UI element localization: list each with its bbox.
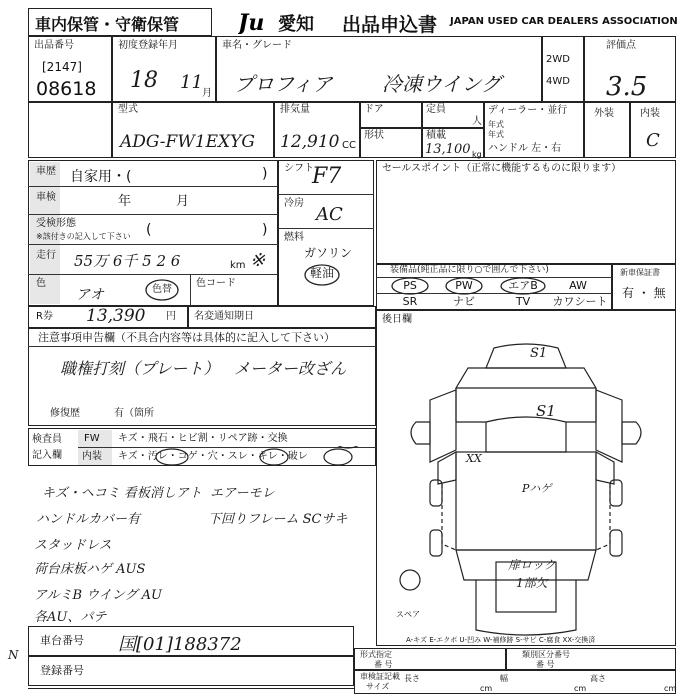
equip-tv: TV — [515, 295, 531, 308]
size-block — [354, 670, 676, 694]
mark-paint-peel: Pハゲ — [522, 482, 552, 495]
form-type-label: 形式指定 — [360, 650, 392, 659]
inspect-year: 年 — [118, 194, 132, 209]
history-label: 車歴 — [36, 166, 56, 177]
fw-label: FW — [84, 433, 100, 444]
interior-items: キズ・汚レ・コゲ・穴・スレ・キレ・破レ — [118, 451, 308, 462]
left-strip — [28, 102, 112, 158]
car-grade: 冷凍ウイング — [382, 72, 501, 96]
report-line-5: スタッドレス — [34, 538, 112, 553]
yen-unit: 円 — [166, 311, 176, 322]
recycle-value: 13,390 — [86, 306, 146, 326]
ju-logo-icon — [238, 10, 278, 34]
equip-seat: カワシート — [552, 295, 608, 308]
interior-label: 内装 — [640, 108, 660, 119]
shape-label: 形状 — [364, 130, 384, 141]
left-margin-mark: N — [8, 648, 19, 662]
mileage-label: 走行 — [36, 250, 56, 261]
model-year-sub: 年式 — [488, 130, 504, 139]
report-line-1: キズ・ヘコミ 看板消しアト — [42, 486, 202, 501]
cc-unit: CC — [342, 140, 356, 151]
mark-s1-top: S1 — [530, 346, 548, 361]
interior-item-circles — [116, 446, 376, 468]
after-label: 後日欄 — [382, 314, 412, 325]
model-value: ADG-FW1EXYG — [120, 132, 255, 152]
size-label: 車検証記載 — [360, 672, 400, 681]
ju-logo — [238, 10, 278, 37]
registration-label: 登録番号 — [40, 664, 84, 677]
divider — [278, 228, 374, 229]
drive-cell — [542, 36, 584, 102]
equip-airbag: エアB — [508, 279, 538, 292]
spare-label: スペア — [396, 610, 420, 619]
size-label-2: サイズ — [366, 682, 390, 691]
report-line-7: アルミB ウイング AU — [34, 588, 162, 603]
kg-unit: kg — [472, 150, 482, 159]
displacement-label: 排気量 — [280, 104, 310, 115]
divider — [28, 346, 376, 347]
person-unit: 人 — [472, 116, 482, 127]
svg-text:Ju: Ju — [238, 10, 265, 34]
fuel-label: 燃料 — [284, 232, 304, 243]
recv-paren-close: ) — [262, 222, 268, 238]
equip-ps: PS — [403, 279, 417, 292]
capacity-label: 定員 — [426, 104, 446, 115]
shift-value: F7 — [312, 164, 342, 189]
name-label: 車名・グレード — [222, 40, 292, 51]
drive-4wd: 4WD — [546, 76, 570, 87]
fuel-value: ガソリン — [304, 246, 353, 260]
sales-block — [376, 160, 676, 264]
color-value: アオ — [76, 287, 104, 303]
divider — [28, 244, 278, 245]
history-paren: ) — [262, 166, 268, 182]
chassis-value: 国[01]188372 — [118, 634, 242, 655]
mark-xx: XX — [466, 452, 482, 465]
reg-year: 18 — [130, 68, 158, 93]
mileage-value: 55万 6千 5 2 6 — [74, 252, 181, 270]
inspector-label-2: 記入欄 — [32, 450, 62, 461]
km-unit: km — [230, 260, 246, 271]
fw-items: キズ・飛石・ヒビ割・リペア跡・交換 — [118, 433, 288, 444]
association-name: JAPAN USED CAR DEALERS ASSOCIATION — [450, 16, 678, 27]
divider — [28, 274, 278, 275]
equip-navi: ナビ — [453, 295, 475, 308]
sales-label: セールスポイント（正常に機能するものに限ります） — [382, 163, 622, 174]
interior-value: C — [646, 130, 660, 151]
report-line-4: 下回りフレーム SCサキ — [208, 512, 348, 527]
storage-label: 車内保管・守衛保管 — [35, 15, 180, 34]
report-line-2: エアーモレ — [210, 486, 275, 501]
lot-number: 08618 — [36, 78, 97, 100]
equip-sr: SR — [402, 295, 418, 308]
repair-value: 有（箇所 — [114, 408, 154, 419]
height-label: 高さ — [590, 674, 606, 683]
interior-insp-label: 内装 — [82, 451, 102, 462]
equipment-label: 装備品(純正品に限り○で囲んで下さい) — [390, 265, 549, 275]
shift-label: シフト — [284, 163, 314, 174]
exterior-label: 外装 — [594, 108, 614, 119]
inspect-label: 車検 — [36, 192, 56, 203]
recv-label: 受検形態 — [36, 218, 76, 229]
car-name: プロフィア — [234, 72, 333, 96]
divider — [278, 194, 374, 195]
notes-header: 注意事項申告欄（不具合内容等は具体的に記入して下さい） — [38, 331, 335, 344]
category-label: 類別区分番号 — [522, 650, 570, 659]
fuel-value-2: 軽油 — [310, 266, 335, 280]
model-label: 型式 — [118, 104, 138, 115]
handle-label: ハンドル 左・右 — [488, 143, 562, 154]
length-cm: cm — [480, 684, 493, 693]
load-label: 積載 — [426, 130, 446, 141]
month-unit: 月 — [202, 88, 212, 99]
reg-label: 初度登録年月 — [118, 40, 178, 51]
chassis-label: 車台番号 — [40, 634, 84, 647]
recv-paren: ( — [146, 222, 152, 238]
notes-line-1: 職権打刻（プレート） — [60, 359, 220, 378]
form-title: 出品申込書 — [342, 14, 438, 36]
mark-door-lock: 扉ロック — [508, 558, 556, 572]
report-line-8: 各AU、パテ — [34, 610, 107, 625]
ac-label: 冷房 — [284, 198, 304, 209]
fuel-circle — [302, 262, 342, 288]
inspector-label-1: 検査員 — [32, 434, 62, 445]
divider — [28, 214, 278, 215]
width-label: 幅 — [500, 674, 508, 683]
grade-value: 3.5 — [606, 72, 648, 102]
mark-s1-mid: S1 — [536, 402, 556, 420]
ac-value: AC — [316, 204, 343, 225]
warranty-value: 有 ・ 無 — [622, 286, 666, 300]
color-change: 色替 — [152, 284, 172, 295]
recycle-label: R券 — [36, 311, 53, 322]
warranty-label: 新車保証書 — [620, 268, 660, 277]
logo-text: 愛知 — [278, 14, 314, 35]
damage-legend: A-キズ E-エクボ U-凹み W-補修跡 S-サビ C-腐食 XX-交換済 — [406, 636, 596, 644]
door-label: ドア — [364, 104, 384, 115]
recv-note: ※該付きの記入して下さい — [36, 232, 131, 241]
color-label: 色 — [36, 278, 46, 289]
km-mark: ※ — [250, 250, 266, 271]
history-value: 自家用・( — [70, 169, 132, 185]
reg-month: 11 — [180, 72, 203, 93]
lot-bracket: [2147] — [42, 60, 82, 74]
displacement-value: 12,910 — [280, 132, 340, 152]
repair-label: 修復歴 — [50, 408, 80, 419]
color-change-circle — [144, 278, 180, 302]
divider — [28, 186, 278, 187]
inspect-month: 月 — [176, 194, 190, 209]
length-label: 長さ — [404, 674, 420, 683]
color-code-label: 色コード — [196, 278, 236, 289]
height-cm: cm — [664, 684, 677, 693]
category-number: 番 号 — [536, 660, 555, 669]
drive-2wd: 2WD — [546, 54, 570, 65]
mark-door-lock-2: 1部欠 — [516, 576, 548, 590]
equip-pw: PW — [455, 279, 473, 292]
divider — [190, 274, 191, 306]
report-line-3: ハンドルカバー有 — [36, 512, 141, 527]
load-value: 13,100 — [425, 142, 471, 157]
model-year-label: 年式 — [488, 120, 504, 129]
grade-label: 評価点 — [606, 40, 636, 51]
equip-aw: AW — [569, 279, 587, 292]
equip-circles — [376, 277, 612, 297]
dealer-label: ディーラー・並行 — [488, 105, 568, 116]
width-cm: cm — [574, 684, 587, 693]
form-type-number: 番 号 — [374, 660, 393, 669]
notes-line-2: メーター改ざん — [234, 359, 347, 378]
lot-label: 出品番号 — [34, 40, 74, 51]
bottom-strip — [28, 688, 354, 700]
report-line-6: 荷台床板ハゲ AUS — [34, 562, 146, 577]
storage-label-box — [28, 8, 212, 36]
notice-label: 名変通知期日 — [194, 311, 254, 322]
